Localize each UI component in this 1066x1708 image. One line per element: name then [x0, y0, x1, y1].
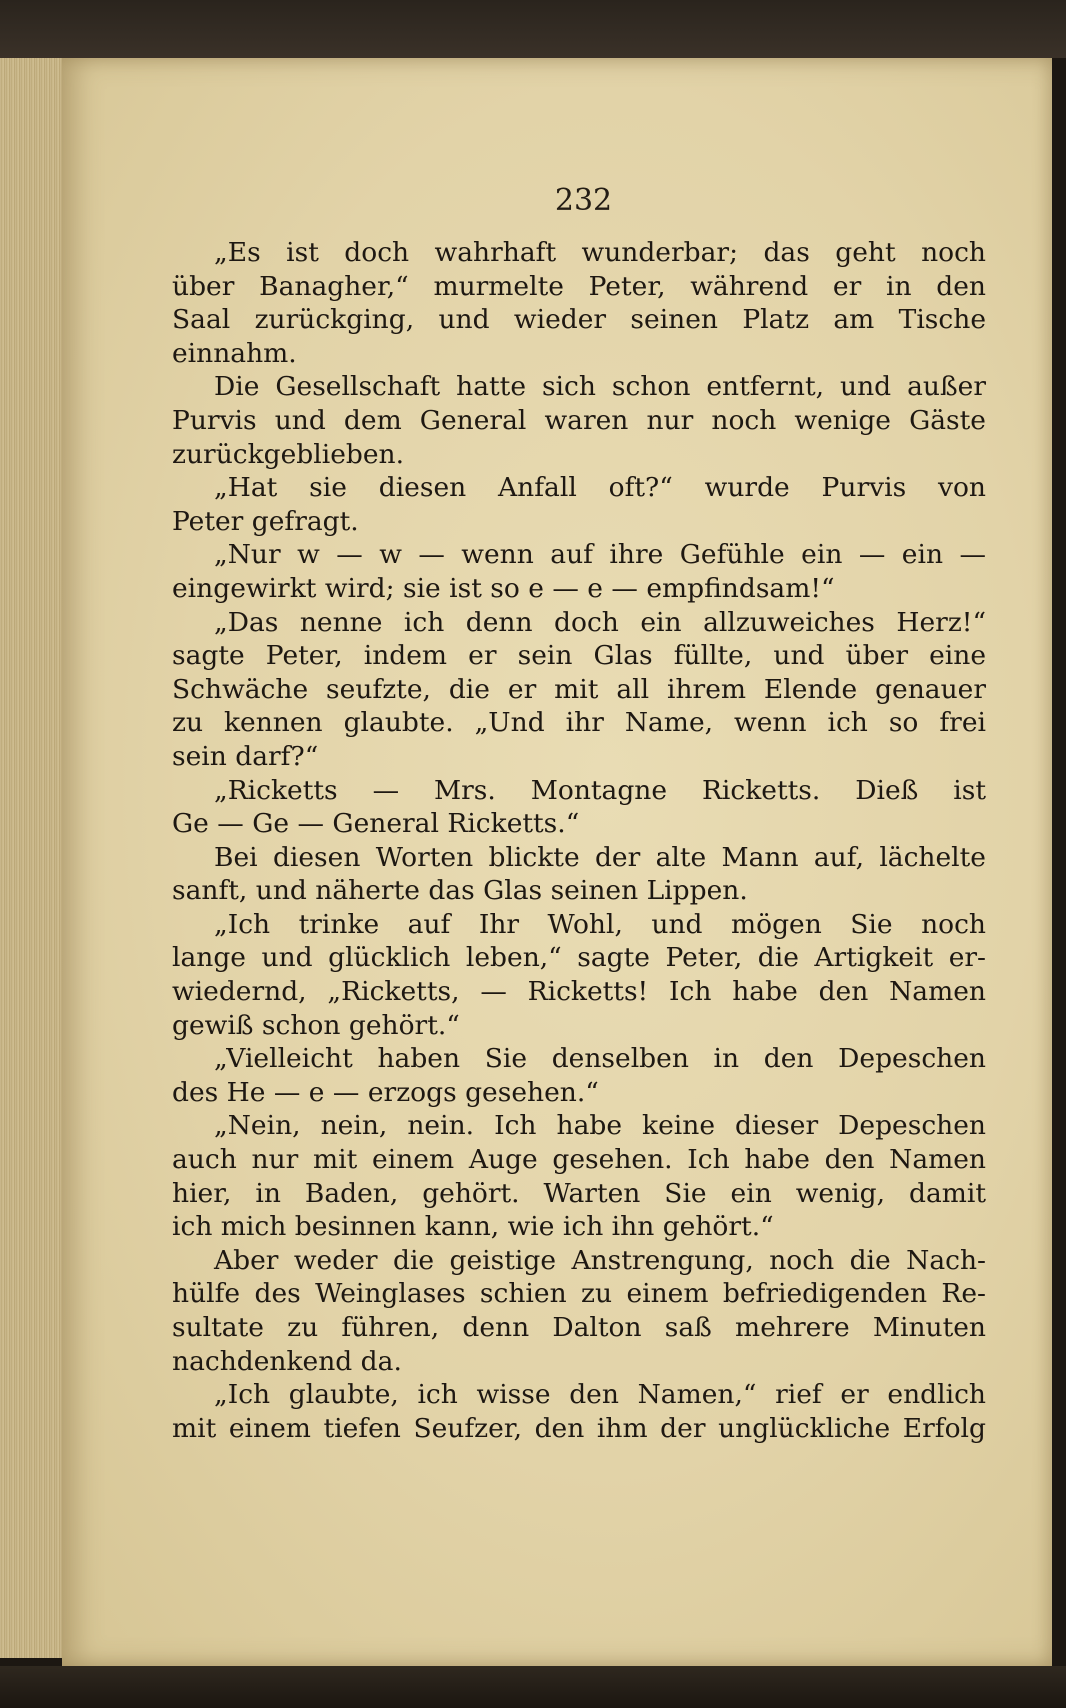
body-text	[172, 236, 986, 1445]
text-line: zurückgeblieben.	[172, 438, 405, 470]
text-line: hier, in Baden, gehört. Warten Sie ein wenig, damit	[172, 1177, 986, 1209]
text-line: ich mich besinnen kann, wie ich ihn gehört.“	[172, 1211, 774, 1243]
text-line: zu kennen glaubte. „Und ihr Name, wenn ich so frei	[172, 707, 986, 739]
text-line: des He — e — erzogs gesehen.“	[172, 1076, 599, 1108]
text-line: eingewirkt wird; sie ist so e — e — empfindsam!“	[172, 572, 835, 604]
text-line: Bei diesen Worten blickte der alte Mann auf, lächelte	[214, 841, 986, 873]
text-line: Purvis und dem General waren nur noch wenige Gäste	[172, 404, 986, 436]
text-line: sultate zu führen, denn Dalton saß mehrere Minuten	[172, 1312, 986, 1343]
text-line: Ge — Ge — General Ricketts.“	[172, 808, 580, 840]
text-line: „Nein, nein, nein. Ich habe keine dieser Depeschen	[214, 1110, 986, 1142]
text-line: Schwäche seufzte, die er mit all ihrem Elende genauer	[172, 673, 986, 705]
text-line: über Banagher,“ murmelte Peter, während er in den	[172, 270, 986, 302]
page-number: 232	[554, 183, 613, 218]
text-line: auch nur mit einem Auge gesehen. Ich habe den Namen	[172, 1144, 986, 1176]
text-line: Die Gesellschaft hatte sich schon entfernt, und außer	[214, 371, 986, 403]
text-line: lange und glücklich leben,“ sagte Peter, die Artigkeit er-	[172, 942, 986, 974]
page-edges	[0, 58, 62, 1658]
book-cover-bottom	[0, 1666, 1066, 1708]
text-line: „Hat sie diesen Anfall oft?“ wurde Purvis von	[214, 472, 986, 504]
text-line: „Ich trinke auf Ihr Wohl, und mögen Sie noch	[214, 908, 986, 940]
text-line: Aber weder die geistige Anstrengung, noch die Nach-	[214, 1244, 986, 1276]
text-line: sagte Peter, indem er sein Glas füllte, und über eine	[172, 640, 986, 672]
text-line: „Ich glaubte, ich wisse den Namen,“ rief er endlich	[214, 1379, 986, 1411]
text-line: „Nur w — w — wenn auf ihre Gefühle ein — ein —	[214, 539, 986, 571]
text-line: wiedernd, „Ricketts, — Ricketts! Ich habe den Namen	[172, 976, 986, 1008]
text-line: nachdenkend da.	[172, 1345, 402, 1377]
text-line: „Das nenne ich denn doch ein allzuweiches Herz!“	[214, 606, 986, 638]
text-line: mit einem tiefen Seufzer, den ihm der unglückliche Erfolg	[172, 1412, 986, 1444]
book-cover-top	[0, 0, 1066, 58]
text-line: gewiß schon gehört.“	[172, 1009, 460, 1041]
text-line: „Ricketts — Mrs. Montagne Ricketts. Dieß ist	[214, 774, 986, 806]
text-line: Peter gefragt.	[172, 505, 359, 537]
text-line: sanft, und näherte das Glas seinen Lippen.	[172, 875, 748, 907]
text-line: hülfe des Weinglases schien zu einem befriedigenden Re-	[172, 1278, 986, 1310]
text-line: sein darf?“	[172, 740, 319, 772]
text-line: „Es ist doch wahrhaft wunderbar; das geht noch	[214, 237, 986, 268]
text-line: Saal zurückging, und wieder seinen Platz am Tische	[172, 304, 986, 336]
text-line: einnahm.	[172, 337, 297, 369]
text-line: „Vielleicht haben Sie denselben in den Depeschen	[214, 1043, 986, 1075]
